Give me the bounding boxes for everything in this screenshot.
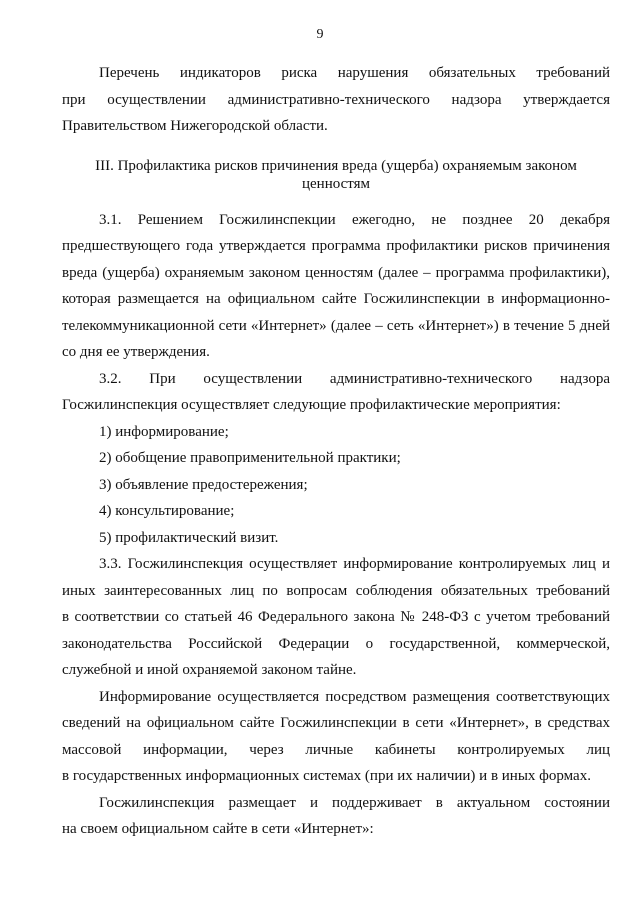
heading-line: III. Профилактика рисков причинения вреда (ущерба) охраняемым законом (95, 157, 577, 174)
paragraph-3-3 (62, 551, 610, 684)
paragraph-line: со дня ее утверждения. (62, 344, 210, 360)
section-heading (62, 157, 610, 193)
paragraph-line: иных заинтересованных лиц по вопросам соблюдения обязательных требований (62, 582, 610, 599)
paragraph-3-1 (62, 207, 610, 366)
list-item: 2) обобщение правоприменительной практики; (99, 450, 401, 466)
prevention-measures-list (62, 419, 610, 552)
list-item: 5) профилактический визит. (99, 529, 279, 546)
paragraph-indicators (62, 60, 610, 140)
page-number: 9 (316, 27, 324, 42)
list-item: 3) объявление предостережения; (99, 476, 308, 493)
paragraph-line: Перечень индикаторов риска нарушения обязательных требований (99, 65, 610, 81)
paragraph-line: Информирование осуществляется посредством размещения соответствующих (99, 688, 610, 705)
paragraph-line: в соответствии со статьей 46 Федерального закона № 248-ФЗ с учетом требований (62, 609, 610, 625)
paragraph-line: Правительством Нижегородской области. (62, 118, 328, 134)
paragraph-line: предшествующего года утверждается программа профилактики рисков причинения (62, 238, 610, 254)
paragraph-3-2 (62, 366, 610, 419)
paragraph-line: вреда (ущерба) охраняемым законом ценностям (далее – программа профилактики), (62, 264, 610, 281)
paragraph-line: в государственных информационных системах (при их наличии) и в иных формах. (62, 768, 591, 784)
paragraph-line: Госжилинспекция размещает и поддерживает в актуальном состоянии (99, 794, 610, 811)
document-body (62, 60, 610, 843)
paragraph-informing (62, 684, 610, 790)
paragraph-line: массовой информации, через личные кабинеты контролируемых лиц (62, 741, 610, 758)
paragraph-line: законодательства Российской Федерации о государственной, коммерческой, (62, 635, 610, 652)
paragraph-placement (62, 790, 610, 843)
paragraph-line: служебной и иной охраняемой законом тайне. (62, 662, 357, 678)
paragraph-line: на своем официальном сайте в сети «Интернет»: (62, 821, 374, 837)
paragraph-line: 3.3. Госжилинспекция осуществляет информирование контролируемых лиц и (99, 556, 610, 572)
paragraph-line: 3.2. При осуществлении административно-технического надзора (99, 370, 610, 387)
paragraph-line: телекоммуникационной сети «Интернет» (далее – сеть «Интернет») в течение 5 дней (62, 317, 610, 334)
paragraph-line: сведений на официальном сайте Госжилинспекции в сети «Интернет», в средствах (62, 715, 610, 731)
paragraph-line: 3.1. Решением Госжилинспекции ежегодно, не позднее 20 декабря (99, 211, 610, 228)
list-item: 4) консультирование; (99, 503, 235, 519)
heading-line: ценностям (301, 175, 371, 192)
paragraph-line: которая размещается на официальном сайте Госжилинспекции в информационно- (62, 291, 610, 307)
paragraph-line: Госжилинспекция осуществляет следующие профилактические мероприятия: (62, 397, 561, 413)
paragraph-line: при осуществлении административно-технического надзора утверждается (62, 91, 610, 108)
list-item: 1) информирование; (99, 423, 229, 440)
